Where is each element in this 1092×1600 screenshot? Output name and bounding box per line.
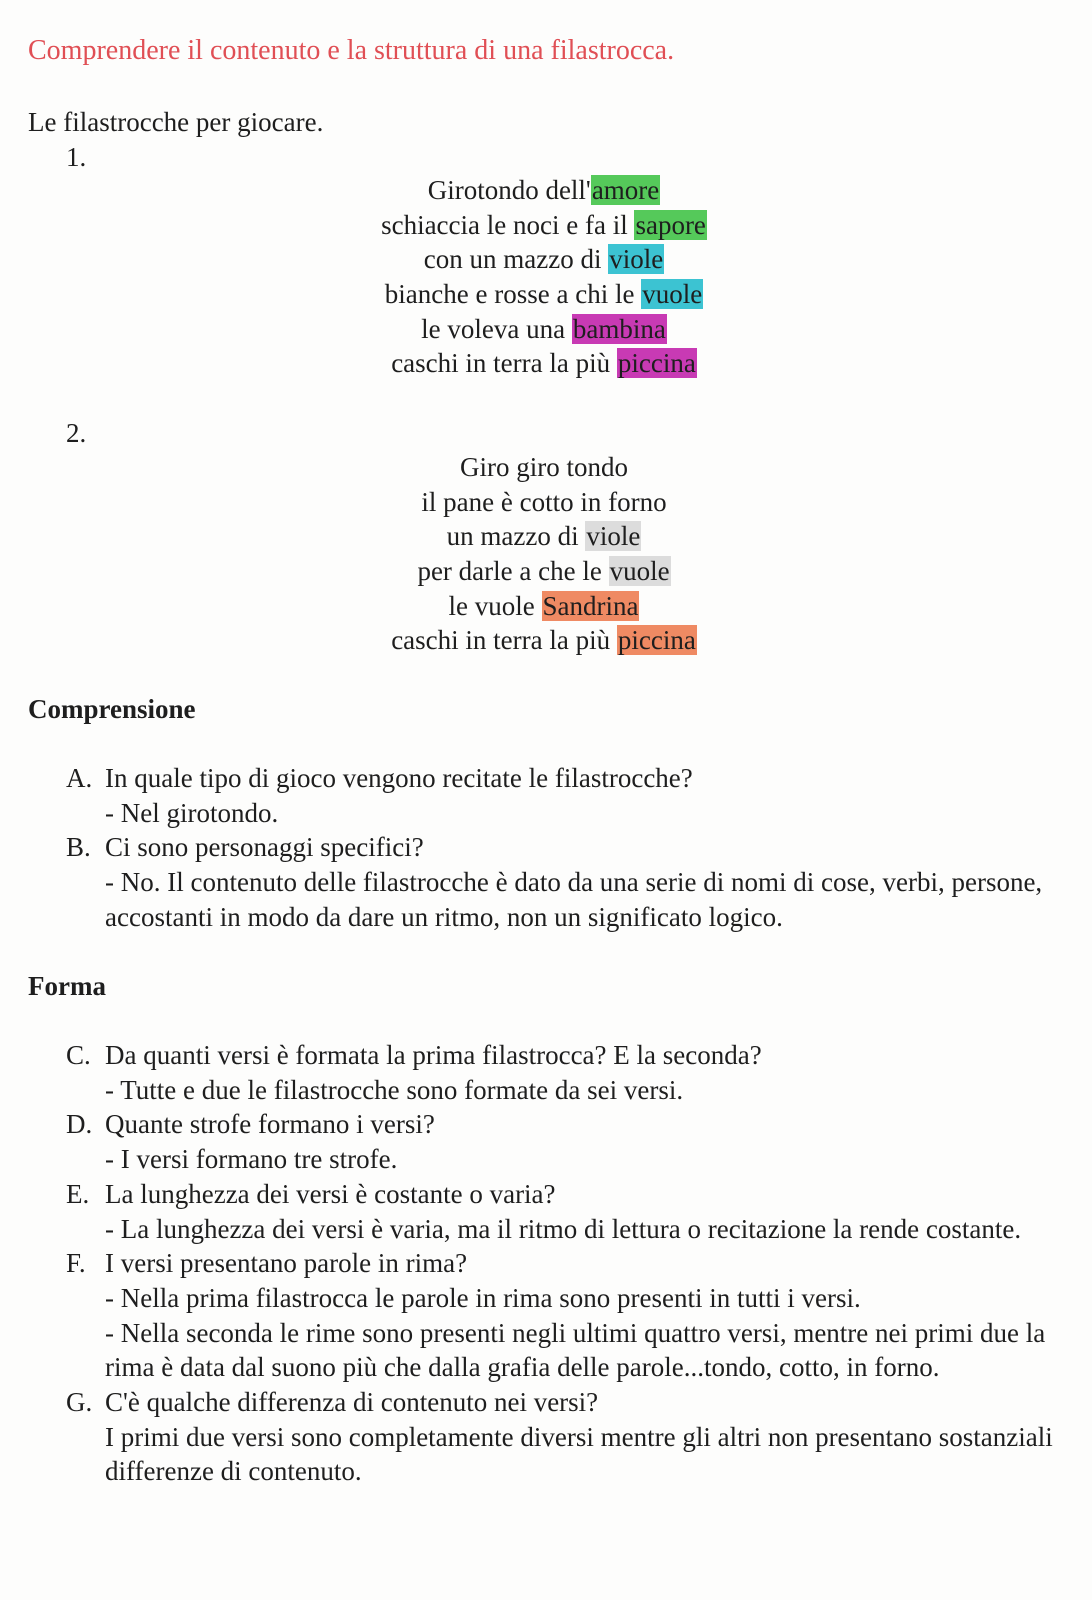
answer: - Tutte e due le filastrocche sono formate da sei versi. <box>105 1074 684 1105</box>
verse-text: il pane è cotto in forno <box>421 486 667 517</box>
poem-number: 2. <box>66 418 87 448</box>
question <box>66 1385 1056 1420</box>
verse-text: Girotondo dell' <box>427 175 591 205</box>
rhyme-highlight: viole <box>586 521 641 552</box>
question-text: Ci sono personaggi specifici? <box>105 832 424 863</box>
poem-line <box>300 554 788 589</box>
verse-text: Giro giro tondo <box>460 452 628 482</box>
verse-text: schiaccia le noci e fa il <box>381 209 635 240</box>
rhyme-highlight: bambina <box>572 313 666 344</box>
poem-2 <box>300 450 788 658</box>
section-heading-forma: Forma <box>28 971 106 1001</box>
question <box>66 1177 1056 1212</box>
question-letter: B. <box>66 832 91 863</box>
poem-line <box>300 277 788 312</box>
rhyme-highlight: piccina <box>617 348 696 379</box>
question <box>66 1246 1056 1281</box>
poem-line <box>300 589 788 624</box>
question-text: I versi presentano parole in rima? <box>105 1248 468 1279</box>
poem-number: 1. <box>66 142 87 172</box>
answer: - Nella prima filastrocca le parole in rima sono presenti in tutti i versi. <box>105 1282 861 1313</box>
poem-line <box>300 312 788 347</box>
poem-line <box>300 485 788 520</box>
question-letter: G. <box>66 1387 93 1418</box>
verse-text: caschi in terra la più <box>391 625 617 656</box>
answer: - Nella seconda le rime sono presenti negli ultimi quattro versi, mentre nei primi due la rima è data dal suono più che dalla grafia delle parole...tondo, cotto, in forno. <box>105 1317 1046 1383</box>
poem-line <box>300 623 788 658</box>
answer: I primi due versi sono completamente diversi mentre gli altri non presentano sostanziali differenze di contenuto. <box>105 1421 1053 1487</box>
comprensione-questions <box>66 761 1056 935</box>
verse-text: con un mazzo di <box>423 244 609 275</box>
question-letter: E. <box>66 1178 90 1209</box>
verse-text: per darle a che le <box>417 556 609 587</box>
verse-text: le voleva una <box>421 313 572 344</box>
question-text: C'è qualche differenza di contenuto nei versi? <box>105 1387 599 1418</box>
question <box>66 761 1056 796</box>
verse-text: caschi in terra la più <box>391 348 617 379</box>
question <box>66 1107 1056 1142</box>
question-letter: F. <box>66 1248 86 1279</box>
intro-text: Le filastrocche per giocare. <box>28 107 324 137</box>
forma-questions <box>66 1038 1056 1489</box>
rhyme-highlight: amore <box>591 175 660 205</box>
question-text: In quale tipo di gioco vengono recitate le filastrocche? <box>105 763 693 793</box>
question-letter: A. <box>66 763 93 793</box>
question-text: Da quanti versi è formata la prima filastrocca? E la seconda? <box>105 1040 762 1070</box>
poem-line <box>300 346 788 381</box>
verse-text: un mazzo di <box>446 521 586 552</box>
answer: - I versi formano tre strofe. <box>105 1144 398 1175</box>
rhyme-highlight: piccina <box>617 625 696 656</box>
rhyme-highlight: viole <box>609 244 664 275</box>
rhyme-highlight: Sandrina <box>542 590 639 621</box>
poem-line <box>300 242 788 277</box>
rhyme-highlight: vuole <box>609 556 670 587</box>
question <box>66 1038 1056 1073</box>
poem-line <box>300 173 788 208</box>
section-heading-comprensione: Comprensione <box>28 694 196 724</box>
question-letter: C. <box>66 1040 91 1070</box>
rhyme-highlight: sapore <box>635 209 706 240</box>
answer: - No. Il contenuto delle filastrocche è dato da una serie di nomi di cose, verbi, persone, accostanti in modo da dare un ritmo, non un significato logico. <box>105 867 1043 932</box>
poem-line <box>300 450 788 485</box>
question-text: Quante strofe formano i versi? <box>105 1109 435 1140</box>
answer: - La lunghezza dei versi è varia, ma il ritmo di lettura o recitazione la rende costante. <box>105 1213 1022 1244</box>
verse-text: bianche e rosse a chi le <box>384 279 642 310</box>
verse-text: le vuole <box>448 590 542 621</box>
question-text: La lunghezza dei versi è costante o varia? <box>105 1178 556 1209</box>
poem-line <box>300 519 788 554</box>
question-letter: D. <box>66 1109 93 1140</box>
answer: - Nel girotondo. <box>105 797 279 828</box>
poem-1 <box>300 173 788 381</box>
question <box>66 830 1056 865</box>
poem-line <box>300 208 788 243</box>
rhyme-highlight: vuole <box>642 279 703 310</box>
page-title: Comprendere il contenuto e la struttura di una filastrocca. <box>28 35 675 66</box>
